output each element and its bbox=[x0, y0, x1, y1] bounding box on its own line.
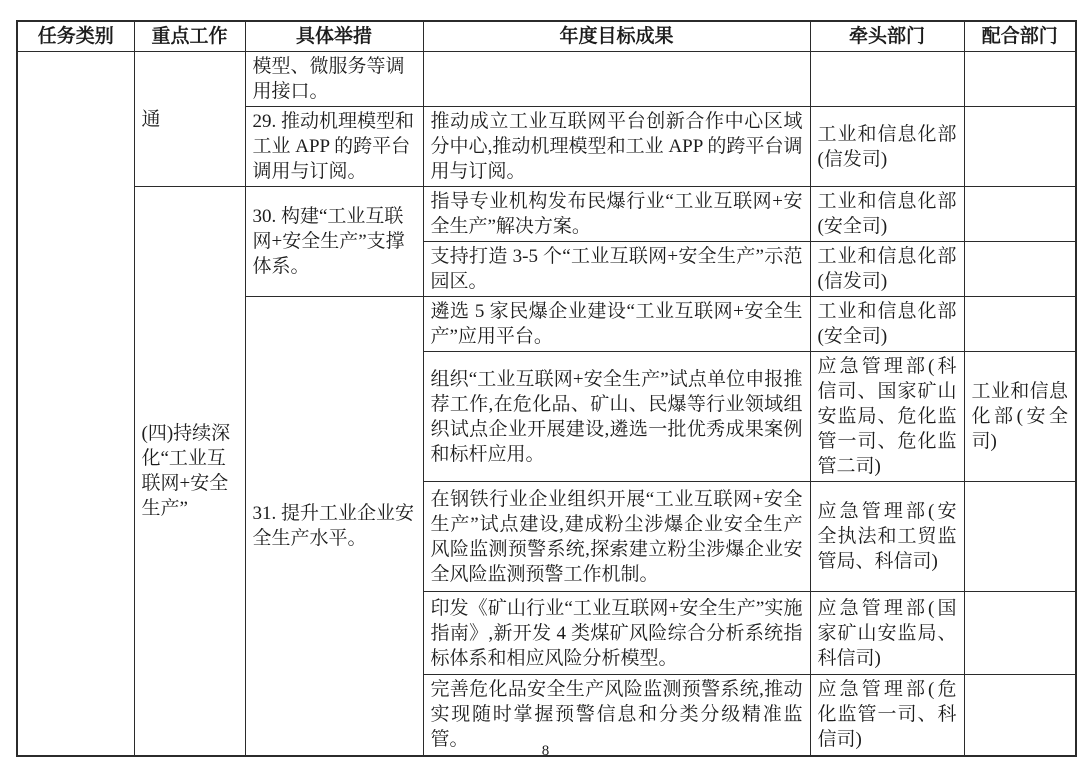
lead-dept-cell: 工业和信息化部(信发司) bbox=[810, 107, 964, 187]
header-row bbox=[17, 21, 1076, 52]
lead-dept-cell: 工业和信息化部(信发司) bbox=[810, 242, 964, 297]
result-cell: 遴选 5 家民爆企业建设“工业互联网+安全生产”应用平台。 bbox=[423, 297, 810, 352]
support-dept-cell: 工业和信息化部(安全司) bbox=[964, 352, 1076, 482]
header-support-dept: 配合部门 bbox=[964, 21, 1076, 52]
measure-cell-30: 30. 构建“工业互联网+安全生产”支撑体系。 bbox=[245, 187, 423, 297]
measure-cell-29: 29. 推动机理模型和工业 APP 的跨平台调用与订阅。 bbox=[245, 107, 423, 187]
support-dept-cell bbox=[964, 297, 1076, 352]
result-cell: 印发《矿山行业“工业互联网+安全生产”实施指南》,新开发 4 类煤矿风险综合分析系统指标体系和相应风险分析模型。 bbox=[423, 592, 810, 675]
table-row bbox=[17, 52, 1076, 107]
measure-cell-31: 31. 提升工业企业安全生产水平。 bbox=[245, 297, 423, 756]
header-task-category: 任务类别 bbox=[17, 21, 134, 52]
support-dept-cell bbox=[964, 187, 1076, 242]
measure-cell-continuation: 模型、微服务等调用接口。 bbox=[245, 52, 423, 107]
lead-dept-cell: 应急管理部(国家矿山安监局、科信司) bbox=[810, 592, 964, 675]
header-lead-dept: 牵头部门 bbox=[810, 21, 964, 52]
key-work-cell-section4: (四)持续深化“工业互联网+安全生产” bbox=[134, 187, 245, 756]
result-cell: 组织“工业互联网+安全生产”试点单位申报推荐工作,在危化品、矿山、民爆等行业领域组织试点企业开展建设,遴选一批优秀成果案例和标杆应用。 bbox=[423, 352, 810, 482]
result-cell: 支持打造 3-5 个“工业互联网+安全生产”示范园区。 bbox=[423, 242, 810, 297]
lead-dept-cell: 工业和信息化部(安全司) bbox=[810, 187, 964, 242]
header-measure: 具体举措 bbox=[245, 21, 423, 52]
header-annual-result: 年度目标成果 bbox=[423, 21, 810, 52]
result-cell: 推动成立工业互联网平台创新合作中心区域分中心,推动机理模型和工业 APP 的跨平台调用与订阅。 bbox=[423, 107, 810, 187]
support-dept-cell bbox=[964, 242, 1076, 297]
result-cell: 在钢铁行业企业组织开展“工业互联网+安全生产”试点建设,建成粉尘涉爆企业安全生产风险监测预警系统,探索建立粉尘涉爆企业安全风险监测预警工作机制。 bbox=[423, 482, 810, 592]
lead-dept-cell: 应急管理部(危化监管一司、科信司) bbox=[810, 675, 964, 756]
lead-dept-cell: 应急管理部(科信司、国家矿山安监局、危化监管一司、危化监管二司) bbox=[810, 352, 964, 482]
lead-dept-cell bbox=[810, 52, 964, 107]
support-dept-cell bbox=[964, 107, 1076, 187]
lead-dept-cell: 应急管理部(安全执法和工贸监管局、科信司) bbox=[810, 482, 964, 592]
work-plan-table bbox=[16, 20, 1077, 757]
table-row bbox=[17, 187, 1076, 242]
result-cell: 指导专业机构发布民爆行业“工业互联网+安全生产”解决方案。 bbox=[423, 187, 810, 242]
key-work-cell-continuation: 通 bbox=[134, 52, 245, 187]
support-dept-cell bbox=[964, 592, 1076, 675]
task-category-cell bbox=[17, 52, 134, 756]
support-dept-cell bbox=[964, 482, 1076, 592]
header-key-work: 重点工作 bbox=[134, 21, 245, 52]
result-cell bbox=[423, 52, 810, 107]
result-cell: 完善危化品安全生产风险监测预警系统,推动实现随时掌握预警信息和分类分级精准监管。 bbox=[423, 675, 810, 756]
page-number: 8 bbox=[541, 743, 550, 759]
lead-dept-cell: 工业和信息化部(安全司) bbox=[810, 297, 964, 352]
support-dept-cell bbox=[964, 52, 1076, 107]
